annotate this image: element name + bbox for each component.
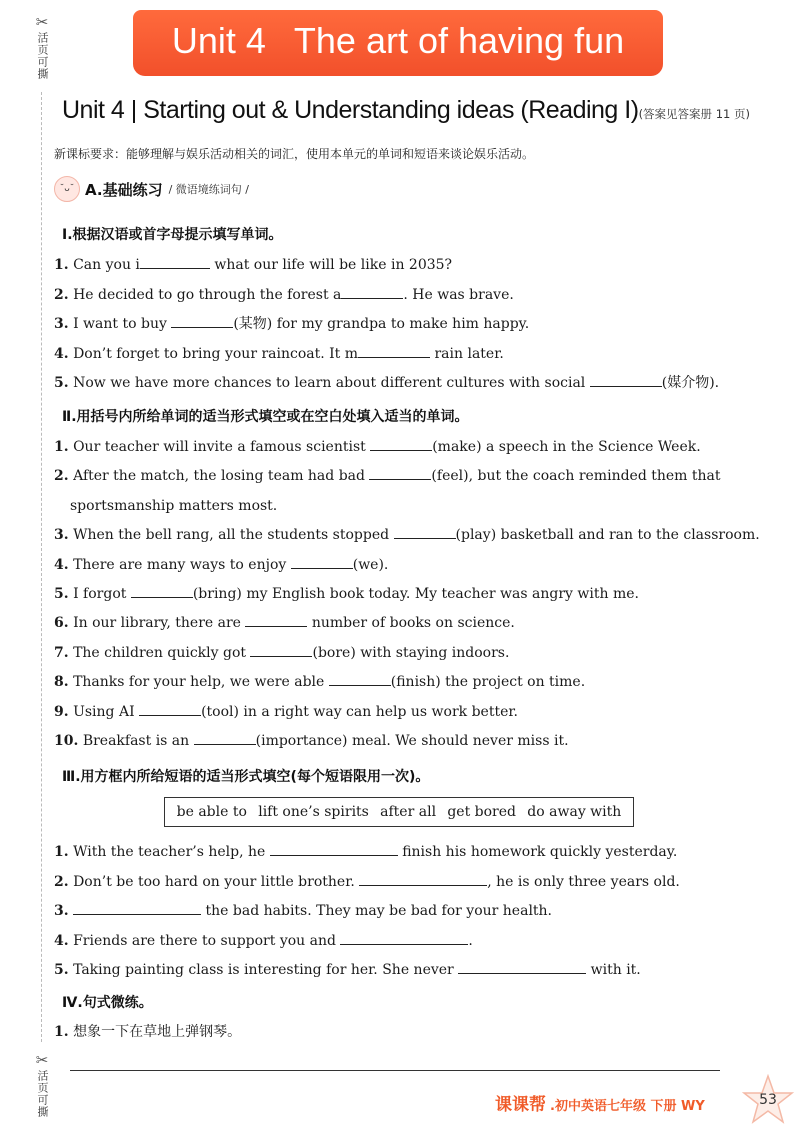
question-text-after: (play) basketball and ran to the classroom. <box>455 527 760 544</box>
part-1-title: Ⅰ.根据汉语或首字母提示填写单词。 <box>62 227 283 243</box>
question-item <box>54 497 770 515</box>
question-number: 1. <box>54 1024 69 1040</box>
question-number: 2. <box>54 286 69 303</box>
question-text: With the teacher’s help, he <box>73 844 270 860</box>
book-info: .初中英语七年级 下册 WY <box>550 1099 705 1114</box>
answer-blank[interactable] <box>394 526 456 539</box>
answer-blank[interactable] <box>359 873 487 886</box>
question-text-after: (feel), but the coach reminded them that <box>431 468 721 485</box>
question-item <box>54 585 754 603</box>
phrase-item: be able to <box>176 804 247 820</box>
question-number: 1. <box>54 439 69 455</box>
question-item <box>54 843 754 861</box>
question-item <box>54 315 754 333</box>
answer-blank[interactable] <box>329 673 391 686</box>
question-number: 10. <box>54 733 79 749</box>
answer-blank[interactable] <box>245 614 307 627</box>
question-text-after: (we). <box>352 556 389 573</box>
question-number: 4. <box>54 932 69 949</box>
question-text-after: . He was brave. <box>403 286 514 303</box>
question-text: Don’t be too hard on your little brother. <box>73 873 360 890</box>
tear-off-tab-top <box>30 14 54 80</box>
phrase-item: do away with <box>527 804 622 820</box>
tear-off-tab-bottom <box>30 1052 54 1118</box>
question-text-after: (make) a speech in the Science Week. <box>432 439 701 455</box>
phrase-item: get bored <box>447 804 516 820</box>
question-item <box>54 286 754 304</box>
question-text: Taking painting class is interesting for her. She never <box>73 962 459 978</box>
footer-brand <box>495 1090 705 1115</box>
section-a-subtitle: / 微语境练词句 / <box>168 183 249 196</box>
part-3-title: Ⅲ.用方框内所给短语的适当形式填空(每个短语限用一次)。 <box>62 769 430 785</box>
question-item <box>54 644 754 662</box>
question-text: The children quickly got <box>73 644 251 661</box>
question-text: Our teacher will invite a famous scientist <box>73 439 371 455</box>
question-text-after: (bring) my English book today. My teacher was angry with me. <box>192 586 639 602</box>
question-number: 1. <box>54 257 69 273</box>
answer-blank[interactable] <box>139 703 201 716</box>
question-number: 5. <box>54 962 69 978</box>
question-item <box>54 256 754 274</box>
phrase-item: after all <box>380 804 437 820</box>
question-number: 5. <box>54 375 69 391</box>
unit-number: Unit 4 <box>171 20 266 61</box>
answer-blank[interactable] <box>340 932 468 945</box>
question-text: There are many ways to enjoy <box>73 556 291 573</box>
question-number: 8. <box>54 674 69 691</box>
answer-blank[interactable] <box>369 467 431 480</box>
question-number: 2. <box>54 468 69 485</box>
question-number: 2. <box>54 873 69 890</box>
question-text: Can you i <box>73 257 140 273</box>
answer-blank[interactable] <box>131 585 193 598</box>
question-number: 5. <box>54 586 69 602</box>
question-number: 7. <box>54 644 69 661</box>
question-item <box>54 526 760 544</box>
question-item <box>54 1023 754 1041</box>
question-item <box>54 345 754 363</box>
answer-blank[interactable] <box>140 256 210 269</box>
question-number: 3. <box>54 903 69 919</box>
phrase-item: lift one’s spirits <box>258 804 369 820</box>
answer-blank[interactable] <box>171 315 233 328</box>
question-number: 4. <box>54 345 69 362</box>
question-item <box>54 374 754 392</box>
question-number: 6. <box>54 615 69 632</box>
question-text-after: (tool) in a right way can help us work better. <box>201 703 518 720</box>
unit-banner <box>133 10 663 76</box>
question-text: I want to buy <box>73 316 172 332</box>
question-item <box>54 556 754 574</box>
section-a-label: A.基础练习 <box>85 180 163 199</box>
unit-title: The art of having fun <box>293 20 625 61</box>
answer-blank[interactable] <box>590 374 662 387</box>
question-text-after: finish his homework quickly yesterday. <box>397 844 678 860</box>
answer-blank[interactable] <box>194 732 256 745</box>
question-text-after: (某物) for my grandpa to make him happy. <box>233 316 530 332</box>
question-item <box>54 961 754 979</box>
question-number: 4. <box>54 556 69 573</box>
question-item <box>54 732 754 750</box>
question-text-after: what our life will be like in 2035? <box>209 257 453 273</box>
answer-blank[interactable] <box>341 286 403 299</box>
answer-blank[interactable] <box>458 961 586 974</box>
question-text-after: (importance) meal. We should never miss it. <box>255 733 569 749</box>
section-a-heading <box>54 176 249 202</box>
tear-off-label: 活页可撕 <box>36 32 49 80</box>
answer-blank[interactable] <box>73 902 201 915</box>
question-text: 想象一下在草地上弹钢琴。 <box>73 1024 242 1040</box>
question-text-after: number of books on science. <box>307 615 515 632</box>
curriculum-requirement: 新课标要求：能够理解与娱乐活动相关的词汇，使用本单元的单词和短语来谈论娱乐活动。 <box>54 147 535 161</box>
question-item <box>54 438 754 456</box>
answer-blank[interactable] <box>291 556 353 569</box>
question-text: In our library, there are <box>73 615 246 632</box>
question-text: Friends are there to support you and <box>73 932 341 949</box>
question-text-after: the bad habits. They may be bad for your health. <box>201 903 553 919</box>
question-text: Breakfast is an <box>82 733 194 749</box>
question-text-after: (finish) the project on time. <box>390 674 586 691</box>
question-item <box>54 673 754 691</box>
question-text-after: . <box>468 932 473 949</box>
question-text-after: (媒介物). <box>661 375 720 391</box>
part-4-title: Ⅳ.句式微练。 <box>62 995 153 1011</box>
cut-line <box>41 92 42 1042</box>
answer-note: (答案见答案册 11 页) <box>638 107 750 121</box>
question-item <box>54 703 754 721</box>
lesson-title <box>62 96 762 125</box>
question-text: When the bell rang, all the students stopped <box>73 527 394 544</box>
lesson-title-text: Unit 4 | Starting out & Understanding ideas (Reading I) <box>62 96 639 124</box>
question-text: I forgot <box>73 586 131 602</box>
question-text: He decided to go through the forest a <box>73 286 342 303</box>
question-item <box>54 902 754 920</box>
answer-blank[interactable] <box>270 843 398 856</box>
question-number: 3. <box>54 316 69 332</box>
page-number: 53 <box>759 1092 777 1108</box>
phrase-box <box>164 797 634 827</box>
question-text: Don’t forget to bring your raincoat. It m <box>73 345 359 362</box>
scissors-icon: ✂ <box>35 1051 49 1069</box>
question-text: Using AI <box>73 703 140 720</box>
question-item <box>54 873 754 891</box>
question-number: 1. <box>54 844 69 860</box>
answer-blank[interactable] <box>370 438 432 451</box>
question-item <box>54 467 754 485</box>
question-item <box>54 614 754 632</box>
question-text: After the match, the losing team had bad <box>73 468 370 485</box>
answer-blank[interactable] <box>250 644 312 657</box>
answer-blank[interactable] <box>358 345 430 358</box>
question-number: 3. <box>54 527 69 544</box>
brand-logo: 课课帮 <box>495 1095 546 1115</box>
question-text-after: (bore) with staying indoors. <box>312 644 510 661</box>
question-text-after: rain later. <box>430 345 504 362</box>
smiley-face-icon: ˘ᴗ˘ <box>54 176 80 202</box>
part-2-title: Ⅱ.用括号内所给单词的适当形式填空或在空白处填入适当的单词。 <box>62 409 469 425</box>
answer-line[interactable] <box>70 1070 720 1071</box>
question-text: Thanks for your help, we were able <box>73 674 329 691</box>
tear-off-label: 活页可撕 <box>36 1070 49 1118</box>
question-text: sportsmanship matters most. <box>70 497 278 514</box>
question-text: Now we have more chances to learn about different cultures with social <box>73 375 590 391</box>
question-number: 9. <box>54 703 69 720</box>
question-text-after: , he is only three years old. <box>487 873 680 890</box>
scissors-icon: ✂ <box>35 13 49 31</box>
question-item <box>54 932 754 950</box>
question-text-after: with it. <box>586 962 641 978</box>
